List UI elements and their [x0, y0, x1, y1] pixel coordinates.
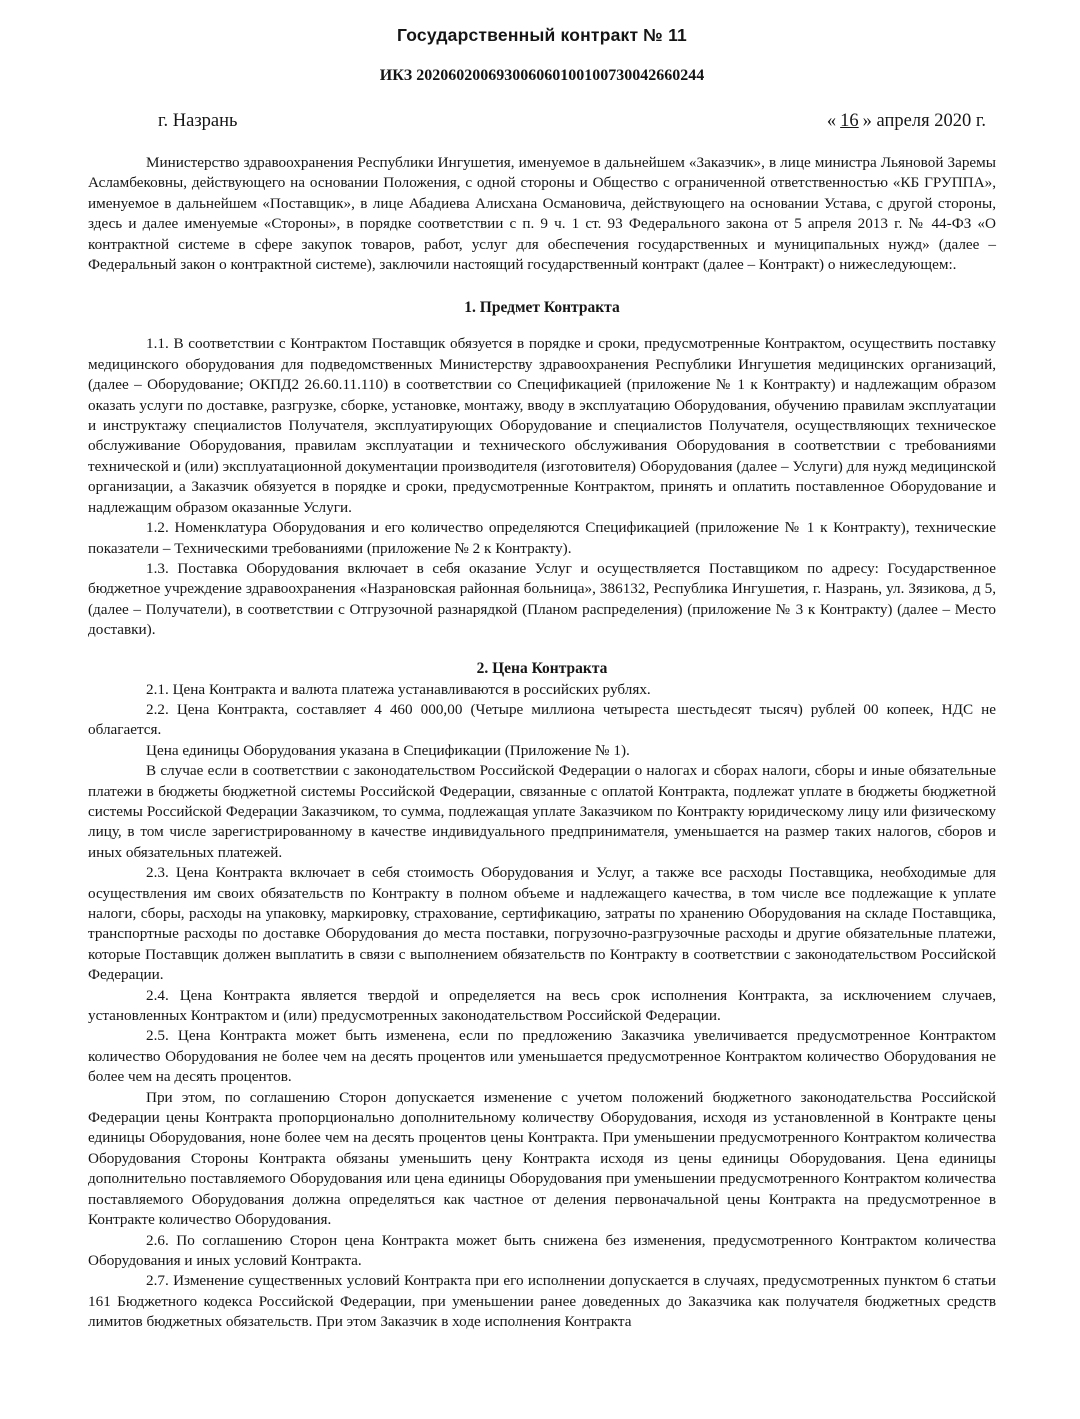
- clause-1-1: 1.1. В соответствии с Контрактом Поставщик обязуется в порядке и сроки, предусмотренные Контрактом, осуществить поставку медицинского оборудования для подведомственных Министерству здравоохранения Республики Ингушетия медицинских организаций, (далее – Оборудование; ОКПД2 26.60.11.110) в соответствии со Спецификацией (приложение № 1 к Контракту) и надлежащим образом оказать услуги по доставке, разгрузке, сборке, установке, монтажу, вводу в эксплуатацию Оборудования, обучению правилам эксплуатации и инструктажу специалистов Получателя, эксплуатирующих Оборудование и специалистов Получателя, осуществляющих техническое обслуживание Оборудования, правилам эксплуатации и технического обслуживания Оборудования в соответствии с требованиями технической и (или) эксплуатационной документации производителя (изготовителя) Оборудования (далее – Услуги) для нужд медицинской организации, а Заказчик обязуется в порядке и сроки, предусмотренные Контрактом, принять и оплатить поставленное Оборудование и надлежащим образом оказанные Услуги.: [88, 335, 996, 516]
- contract-date: [827, 107, 986, 135]
- place-date-line: [88, 107, 996, 135]
- clause-2-7: 2.7. Изменение существенных условий Контракта при его исполнении допускается в случаях, предусмотренных пунктом 6 статьи 161 Бюджетного кодекса Российской Федерации, при уменьшении ранее доведенных до Заказчика как получателя бюджетных средств лимитов бюджетных обязательств. При этом Заказчик в ходе исполнения Контракта: [88, 1272, 996, 1331]
- city: г. Назрань: [158, 111, 238, 131]
- clause-2-6: 2.6. По соглашению Сторон цена Контракта может быть снижена без изменения, предусмотренного Контрактом количества Оборудования и иных условий Контракта.: [88, 1231, 996, 1269]
- clause-2-1: 2.1. Цена Контракта и валюта платежа устанавливаются в российских рублях.: [146, 680, 651, 698]
- clause-2-2: 2.2. Цена Контракта, составляет 4 460 000,00 (Четыре миллиона четыреста шестьдесят тысяч) рублей 00 копеек, НДС не облагается.: [88, 700, 996, 739]
- clause-2-2-taxes: В случае если в соответствии с законодательством Российской Федерации о налогах и сборах налоги, сборы и иные обязательные платежи в бюджеты бюджетной системы Российской Федерации, связанные с оплатой Контракта, подлежат уплате в бюджеты бюджетной системы Российской Федерации Заказчиком, то сумма, подлежащая уплате Заказчиком по Контракту юридическому лицу или физическому лицу, в том числе зарегистрированному в качестве индивидуального предпринимателя, уменьшается на размер таких налогов, сборов и иных обязательных платежей.: [88, 762, 996, 861]
- document-title: Государственный контракт № 11: [397, 25, 687, 45]
- ikz-code: ИКЗ 202060200693006060100100730042660244: [379, 67, 705, 84]
- clause-1-3: 1.3. Поставка Оборудования включает в себя оказание Услуг и осуществляется Поставщиком по адресу: Государственное бюджетное учреждение здравоохранения «Назрановская районная больница», 386132, Республика Ингушетия, г. Назрань, ул. Зязикова, д 5, (далее – Получатели), в соответствии с Отгрузочной разнарядкой (Планом распределения) (приложение № 3 к Контракту) (далее – Место доставки).: [88, 559, 996, 639]
- date-open: «: [826, 111, 837, 131]
- clause-2-4: 2.4. Цена Контракта является твердой и определяется на весь срок исполнения Контракта, за исключением случаев, установленных Контрактом и (или) предусмотренных законодательством Российской Федерации.: [88, 986, 996, 1025]
- clause-1-2: 1.2. Номенклатура Оборудования и его количество определяются Спецификацией (приложение № 1 к Контракту), технические показатели – Техническими требованиями (приложение № 2 к Контракту).: [88, 519, 996, 557]
- clause-2-5-agreement: При этом, по соглашению Сторон допускается изменение с учетом положений бюджетного законодательства Российской Федерации цены Контракта пропорционально дополнительному количеству Оборудования, исходя из установленной в Контракте цены единицы Оборудования, ноне более чем на десять процентов цены Контракта. При уменьшении предусмотренного Контрактом количества Оборудования Стороны Контракта обязаны уменьшить цену Контракта исходя из цены единицы Оборудования. Цена единицы дополнительно поставляемого Оборудования или цена единицы Оборудования при уменьшении предусмотренного Контрактом количества поставляемого Оборудования должна определяться как частное от деления первоначальной цены Контракта на предусмотренное в Контракте количество Оборудования.: [88, 1088, 996, 1229]
- section-2-heading: 2. Цена Контракта: [476, 659, 608, 677]
- clause-2-5: 2.5. Цена Контракта может быть изменена, если по предложению Заказчика увеличивается предусмотренное Контрактом количество Оборудования не более чем на десять процентов или уменьшается предусмотренное Контрактом количество Оборудования не более чем на десять процентов.: [88, 1027, 996, 1086]
- date-rest: » апреля 2020 г.: [862, 111, 986, 131]
- section-1-heading: 1. Предмет Контракта: [464, 299, 620, 317]
- date-day: 16: [840, 111, 859, 131]
- clause-2-3: 2.3. Цена Контракта включает в себя стоимость Оборудования и Услуг, а также все расходы Поставщика, необходимые для осуществления им своих обязательств по Контракту в полном объеме и надлежащего качества, в том числе все подлежащие к уплате налоги, сборы, расходы на упаковку, маркировку, страхование, сертификацию, затраты по хранению Оборудования на складе Поставщика, транспортные расходы по доставке Оборудования до места поставки, погрузочно-разгрузочные расходы и другие обязательные платежи, которые Поставщик должен выплатить в связи с выполнением обязательств по Контракту в соответствии с законодательством Российской Федерации.: [88, 864, 996, 984]
- preamble: Министерство здравоохранения Республики Ингушетия, именуемое в дальнейшем «Заказчик», в лице министра Льяновой Заремы Асламбековны, действующего на основании Положения, с одной стороны и Общество с ограниченной ответственностью «КБ ГРУППА», именуемое в дальнейшем «Поставщик», в лице Абадиева Алисхана Османовича, действующего на основании Устава, с другой стороны, здесь и далее именуемые «Стороны», в порядке соответствии с п. 9 ч. 1 ст. 93 Федерального закона от 5 апреля 2013 г. № 44-ФЗ «О контрактной системе в сфере закупок товаров, работ, услуг для обеспечения государственных и муниципальных нужд» (далее – Федеральный закон о контрактной системе), заключили настоящий государственный контракт (далее – Контракт) о нижеследующем:.: [88, 154, 996, 274]
- clause-2-2-unit-price: Цена единицы Оборудования указана в Спецификации (Приложение № 1).: [146, 741, 630, 759]
